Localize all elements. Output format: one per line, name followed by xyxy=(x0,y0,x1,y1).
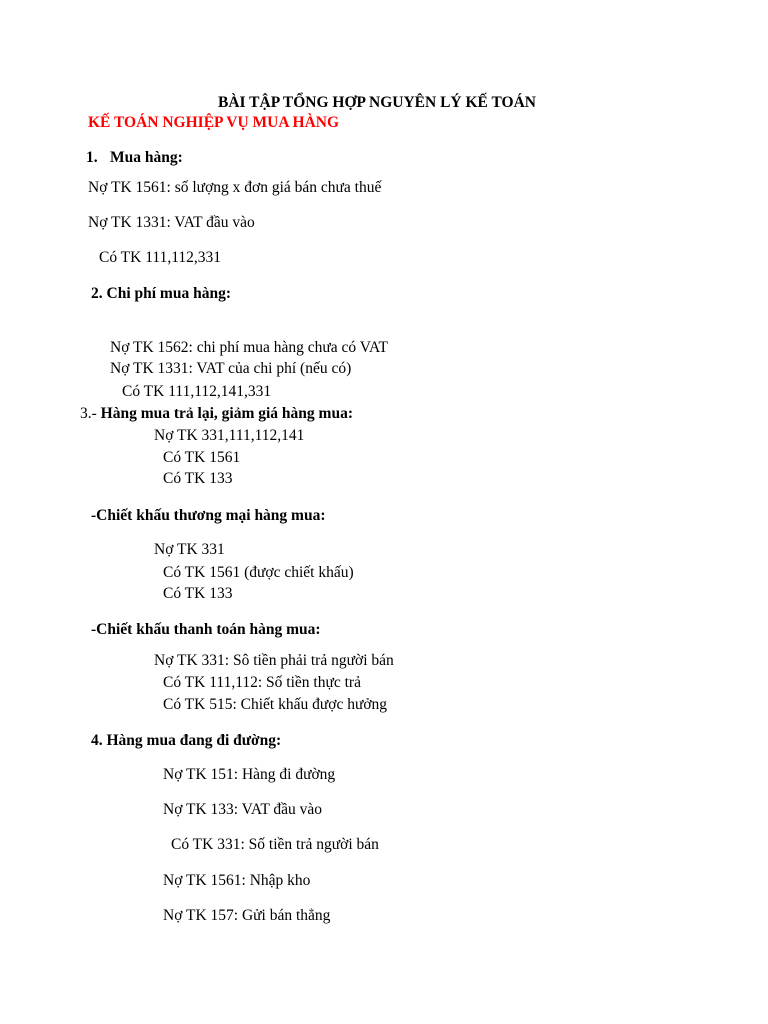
section-3a-line: Nợ TK 331 xyxy=(154,541,225,558)
section-3-prefix: 3.- xyxy=(80,405,101,422)
section-4-heading: 4. Hàng mua đang đi đường: xyxy=(91,732,282,749)
section-4-line: Nợ TK 151: Hàng đi đường xyxy=(163,766,336,783)
section-3b-heading: -Chiết khấu thanh toán hàng mua: xyxy=(91,621,321,638)
section-3-line: Có TK 1561 xyxy=(163,449,241,466)
section-2-line: Nợ TK 1331: VAT của chi phí (nếu có) xyxy=(110,360,352,377)
section-4-line: Nợ TK 1561: Nhập kho xyxy=(163,872,311,889)
section-3-line: Có TK 133 xyxy=(163,470,233,487)
document-title: BÀI TẬP TỔNG HỢP NGUYÊN LÝ KẾ TOÁN xyxy=(218,94,536,111)
section-3a-line: Có TK 1561 (được chiết khấu) xyxy=(163,564,354,581)
section-1-line: Nợ TK 1561: số lượng x đơn giá bán chưa thuế xyxy=(88,179,382,196)
section-2-heading: 2. Chi phí mua hàng: xyxy=(91,285,231,302)
section-3b-line: Có TK 515: Chiết khấu được hưởng xyxy=(163,696,388,713)
section-3b-line: Có TK 111,112: Số tiền thực trả xyxy=(163,674,361,691)
section-1-number: 1. xyxy=(86,149,98,166)
section-3-heading-row xyxy=(80,404,353,424)
section-2-line: Nợ TK 1562: chi phí mua hàng chưa có VAT xyxy=(110,339,388,356)
section-3a-heading: -Chiết khấu thương mại hàng mua: xyxy=(91,507,326,524)
section-4-line: Có TK 331: Số tiền trả người bán xyxy=(171,836,379,853)
section-4-line: Nợ TK 157: Gửi bán thẳng xyxy=(163,907,331,924)
section-3a-line: Có TK 133 xyxy=(163,585,233,602)
section-1-line: Nợ TK 1331: VAT đầu vào xyxy=(88,214,255,231)
section-3-line: Nợ TK 331,111,112,141 xyxy=(154,427,305,444)
section-2-line: Có TK 111,112,141,331 xyxy=(122,383,272,400)
section-1-line: Có TK 111,112,331 xyxy=(99,249,221,266)
section-1-heading: Mua hàng: xyxy=(110,149,183,166)
section-3-heading: Hàng mua trả lại, giảm giá hàng mua: xyxy=(100,405,353,422)
section-4-line: Nợ TK 133: VAT đầu vào xyxy=(163,801,323,818)
section-3b-line: Nợ TK 331: Sô tiền phải trả người bán xyxy=(154,652,394,669)
document-subtitle: KẾ TOÁN NGHIỆP VỤ MUA HÀNG xyxy=(88,114,340,131)
